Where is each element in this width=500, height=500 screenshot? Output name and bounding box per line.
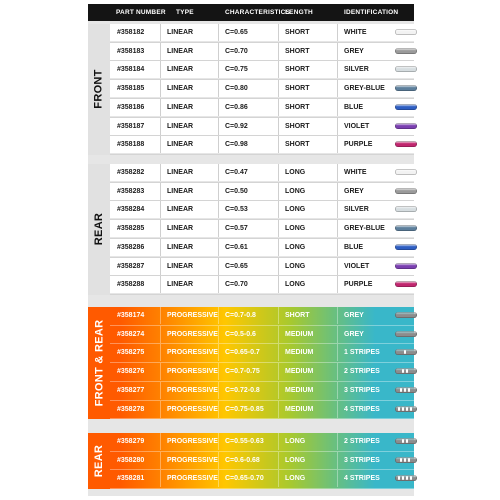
column-divider [278,344,279,361]
table-row [110,382,414,399]
identification-cell: GREY [344,187,364,195]
column-divider [337,344,338,361]
part-number-cell: #358276 [117,368,145,376]
identification-color-swatch [395,123,417,129]
characteristics-cell: C=0.50 [225,187,248,195]
type-cell: PROGRESSIVE [167,330,218,338]
identification-color-swatch [395,406,417,412]
characteristics-cell: C=0.55-0.63 [225,438,264,445]
identification-stripe [398,476,400,480]
identification-color-swatch [395,169,417,175]
group-label: FRONT [93,69,106,110]
identification-color-swatch [395,66,417,72]
column-divider [160,433,161,450]
column-divider [160,258,161,275]
identification-stripe [402,407,404,411]
header-type: TYPE [176,9,194,16]
column-divider [160,363,161,380]
column-divider [278,433,279,450]
table-row [110,118,414,135]
column-divider [337,258,338,275]
identification-stripe [406,439,408,443]
table-row [110,61,414,78]
characteristics-cell: C=0.92 [225,122,248,130]
part-number-cell: #358286 [117,243,145,251]
column-divider [337,183,338,200]
identification-color-swatch [395,188,417,194]
part-number-cell: #358280 [117,456,145,464]
length-cell: SHORT [285,47,310,55]
column-divider [278,276,279,293]
identification-stripe [398,407,400,411]
group-side-label [88,24,110,155]
identification-stripe [404,458,406,462]
header-characteristics: CHARACTERISTICS [225,9,291,16]
column-divider [160,470,161,487]
length-cell: LONG [285,438,306,445]
group-3 [88,307,414,419]
column-divider [337,61,338,78]
type-cell: LINEAR [167,122,194,130]
part-number-cell: #358278 [117,405,145,413]
identification-color-swatch [395,225,417,231]
part-number-cell: #358188 [117,141,145,149]
header-identification: IDENTIFICATION [344,9,399,16]
column-divider [218,258,219,275]
table-row [110,43,414,60]
characteristics-cell: C=0.70 [225,281,248,289]
type-cell: LINEAR [167,187,194,195]
column-divider [160,99,161,116]
identification-stripe [408,458,410,462]
part-number-cell: #358285 [117,225,145,233]
characteristics-cell: C=0.98 [225,141,248,149]
identification-color-swatch [395,85,417,91]
identification-cell: WHITE [344,169,367,176]
length-cell: LONG [285,475,306,483]
table-row [110,201,414,218]
length-cell: MEDIUM [285,405,314,413]
column-divider [337,164,338,181]
table-row [110,344,414,361]
identification-cell: 1 STRIPES [344,349,380,357]
identification-cell: 3 STRIPES [344,456,380,464]
identification-stripe [402,369,404,373]
part-number-cell: #358283 [117,187,145,195]
characteristics-cell: C=0.65 [225,262,248,270]
identification-cell: GREY [344,330,364,338]
length-cell: LONG [285,169,306,176]
column-divider [337,382,338,399]
type-cell: LINEAR [167,29,194,36]
column-divider [160,401,161,418]
type-cell: LINEAR [167,281,194,289]
column-divider [278,258,279,275]
type-cell: PROGRESSIVE [167,475,218,483]
identification-cell: SILVER [344,206,369,214]
identification-color-swatch [395,281,417,287]
column-divider [337,220,338,237]
characteristics-cell: C=0.5-0.6 [225,330,256,338]
type-cell: LINEAR [167,85,194,93]
column-divider [160,344,161,361]
characteristics-cell: C=0.7-0.75 [225,368,260,376]
type-cell: LINEAR [167,66,194,74]
length-cell: SHORT [285,141,310,149]
identification-stripe [406,369,408,373]
column-divider [278,220,279,237]
row-separator [110,294,414,295]
column-divider [218,433,219,450]
column-divider [218,136,219,153]
group-side-label [88,164,110,295]
identification-stripe [410,407,412,411]
identification-cell: 2 STRIPES [344,438,380,445]
characteristics-cell: C=0.61 [225,243,248,251]
column-divider [218,401,219,418]
table-row [110,99,414,116]
group-2 [88,164,414,295]
table-row [110,276,414,293]
part-number-cell: #358288 [117,281,145,289]
length-cell: LONG [285,456,306,464]
table-row [110,239,414,256]
table-row [110,24,414,41]
column-divider [160,382,161,399]
identification-cell: 4 STRIPES [344,405,380,413]
identification-cell: GREY [344,47,364,55]
characteristics-cell: C=0.70 [225,47,248,55]
characteristics-cell: C=0.75-0.85 [225,405,264,413]
column-divider [278,470,279,487]
column-divider [337,80,338,97]
table-row [110,401,414,418]
characteristics-cell: C=0.86 [225,103,248,111]
identification-color-swatch [395,349,417,355]
column-divider [278,164,279,181]
part-number-cell: #358187 [117,122,145,130]
type-cell: PROGRESSIVE [167,405,218,413]
characteristics-cell: C=0.80 [225,85,248,93]
group-side-label [88,307,110,419]
table-row [110,80,414,97]
identification-cell: PURPLE [344,141,373,149]
characteristics-cell: C=0.75 [225,66,248,74]
column-divider [218,99,219,116]
column-divider [160,24,161,41]
column-divider [337,276,338,293]
row-separator [110,488,414,489]
length-cell: LONG [285,281,306,289]
column-divider [337,201,338,218]
column-divider [160,61,161,78]
type-cell: PROGRESSIVE [167,386,218,394]
table-row [110,220,414,237]
column-divider [278,99,279,116]
part-number-cell: #358279 [117,438,145,445]
identification-cell: 4 STRIPES [344,475,380,483]
identification-cell: VIOLET [344,262,370,270]
part-number-cell: #358274 [117,330,145,338]
type-cell: PROGRESSIVE [167,438,218,445]
part-number-cell: #358282 [117,169,145,176]
column-divider [278,183,279,200]
type-cell: LINEAR [167,169,194,176]
length-cell: SHORT [285,103,310,111]
table-row [110,470,414,487]
type-cell: LINEAR [167,206,194,214]
identification-stripe [402,476,404,480]
part-number-cell: #358184 [117,66,145,74]
type-cell: PROGRESSIVE [167,368,218,376]
column-divider [278,201,279,218]
column-divider [160,307,161,324]
type-cell: LINEAR [167,141,194,149]
column-divider [337,24,338,41]
part-number-cell: #358281 [117,475,145,483]
header-part-number: PART NUMBER [116,9,166,16]
identification-color-swatch [395,312,417,318]
length-cell: LONG [285,262,306,270]
column-divider [218,326,219,343]
column-divider [337,99,338,116]
column-divider [278,61,279,78]
column-divider [160,220,161,237]
column-divider [160,164,161,181]
column-divider [218,382,219,399]
identification-color-swatch [395,263,417,269]
column-divider [337,470,338,487]
column-divider [218,239,219,256]
column-divider [278,24,279,41]
column-divider [160,43,161,60]
column-divider [160,326,161,343]
type-cell: LINEAR [167,225,194,233]
identification-cell: PURPLE [344,281,373,289]
identification-stripe [406,407,408,411]
identification-cell: 3 STRIPES [344,386,380,394]
identification-stripe [400,458,402,462]
column-divider [337,136,338,153]
length-cell: MEDIUM [285,368,314,376]
column-divider [160,452,161,469]
identification-stripe [408,388,410,392]
identification-color-swatch [395,457,417,463]
identification-color-swatch [395,48,417,54]
column-divider [218,24,219,41]
column-divider [218,452,219,469]
characteristics-cell: C=0.53 [225,206,248,214]
characteristics-cell: C=0.57 [225,225,248,233]
identification-cell: SILVER [344,66,369,74]
column-divider [218,201,219,218]
part-number-cell: #358284 [117,206,145,214]
group-label: REAR [93,444,105,478]
type-cell: PROGRESSIVE [167,349,218,357]
row-separator [110,154,414,155]
type-cell: LINEAR [167,103,194,111]
identification-color-swatch [395,438,417,444]
length-cell: SHORT [285,29,310,36]
column-divider [337,363,338,380]
characteristics-cell: C=0.47 [225,169,248,176]
column-divider [218,470,219,487]
part-number-cell: #358287 [117,262,145,270]
column-divider [160,80,161,97]
column-divider [337,452,338,469]
identification-color-swatch [395,141,417,147]
length-cell: LONG [285,206,306,214]
characteristics-cell: C=0.65-0.7 [225,349,260,357]
length-cell: MEDIUM [285,386,314,394]
column-divider [278,239,279,256]
column-divider [218,80,219,97]
identification-color-swatch [395,206,417,212]
column-divider [218,307,219,324]
identification-cell: 2 STRIPES [344,368,380,376]
identification-stripe [410,476,412,480]
part-number-cell: #358182 [117,29,145,36]
length-cell: SHORT [285,122,310,130]
column-divider [278,307,279,324]
column-divider [218,43,219,60]
table-row [110,136,414,153]
identification-cell: BLUE [344,243,364,251]
identification-stripe [402,439,404,443]
type-cell: LINEAR [167,243,194,251]
part-number-cell: #358174 [117,312,145,319]
part-number-cell: #358277 [117,386,145,394]
table-row [110,363,414,380]
column-divider [337,118,338,135]
identification-cell: BLUE [344,103,364,111]
column-divider [337,307,338,324]
identification-cell: VIOLET [344,122,370,130]
column-divider [337,239,338,256]
column-divider [278,326,279,343]
identification-cell: GREY [344,312,364,319]
characteristics-cell: C=0.65 [225,29,248,36]
column-divider [218,363,219,380]
column-divider [218,344,219,361]
characteristics-cell: C=0.6-0.68 [225,456,260,464]
characteristics-cell: C=0.7-0.8 [225,312,256,319]
part-number-cell: #358183 [117,47,145,55]
column-divider [278,382,279,399]
column-divider [278,136,279,153]
header-length: LENGTH [285,9,313,16]
part-number-cell: #358185 [117,85,145,93]
table-row [110,452,414,469]
identification-color-swatch [395,244,417,250]
column-divider [218,164,219,181]
group-label: FRONT & REAR [93,319,105,407]
characteristics-cell: C=0.72-0.8 [225,386,260,394]
identification-stripe [406,476,408,480]
identification-color-swatch [395,475,417,481]
column-divider [278,80,279,97]
identification-cell: WHITE [344,29,367,36]
column-divider [160,136,161,153]
column-divider [337,401,338,418]
column-divider [337,326,338,343]
column-divider [160,118,161,135]
column-divider [218,118,219,135]
group-side-label [88,433,110,489]
column-divider [278,401,279,418]
length-cell: LONG [285,225,306,233]
row-separator [110,418,414,419]
column-divider [337,433,338,450]
column-divider [278,452,279,469]
column-divider [337,43,338,60]
type-cell: LINEAR [167,47,194,55]
column-divider [218,276,219,293]
length-cell: SHORT [285,85,310,93]
column-divider [160,276,161,293]
table-header [88,4,414,21]
length-cell: SHORT [285,66,310,74]
column-divider [160,201,161,218]
column-divider [278,43,279,60]
group-label: REAR [93,213,105,246]
identification-color-swatch [395,387,417,393]
length-cell: SHORT [285,312,310,319]
part-number-cell: #358186 [117,103,145,111]
identification-color-swatch [395,104,417,110]
length-cell: MEDIUM [285,330,314,338]
column-divider [278,363,279,380]
table-row [110,183,414,200]
type-cell: PROGRESSIVE [167,456,218,464]
identification-stripe [400,388,402,392]
type-cell: PROGRESSIVE [167,312,218,319]
part-number-cell: #358275 [117,349,145,357]
identification-cell: GREY-BLUE [344,225,385,233]
group-1 [88,24,414,155]
length-cell: LONG [285,187,306,195]
length-cell: MEDIUM [285,349,314,357]
length-cell: LONG [285,243,306,251]
table-row [110,307,414,324]
characteristics-cell: C=0.65-0.70 [225,475,264,483]
table-row [110,326,414,343]
column-divider [160,239,161,256]
identification-stripe [404,388,406,392]
column-divider [278,118,279,135]
type-cell: LINEAR [167,262,194,270]
identification-color-swatch [395,331,417,337]
identification-cell: GREY-BLUE [344,85,385,93]
group-4 [88,433,414,489]
table-row [110,164,414,181]
identification-color-swatch [395,368,417,374]
column-divider [218,220,219,237]
column-divider [218,183,219,200]
table-row [110,258,414,275]
column-divider [160,183,161,200]
identification-color-swatch [395,29,417,35]
identification-stripe [404,350,406,354]
column-divider [218,61,219,78]
table-row [110,433,414,450]
